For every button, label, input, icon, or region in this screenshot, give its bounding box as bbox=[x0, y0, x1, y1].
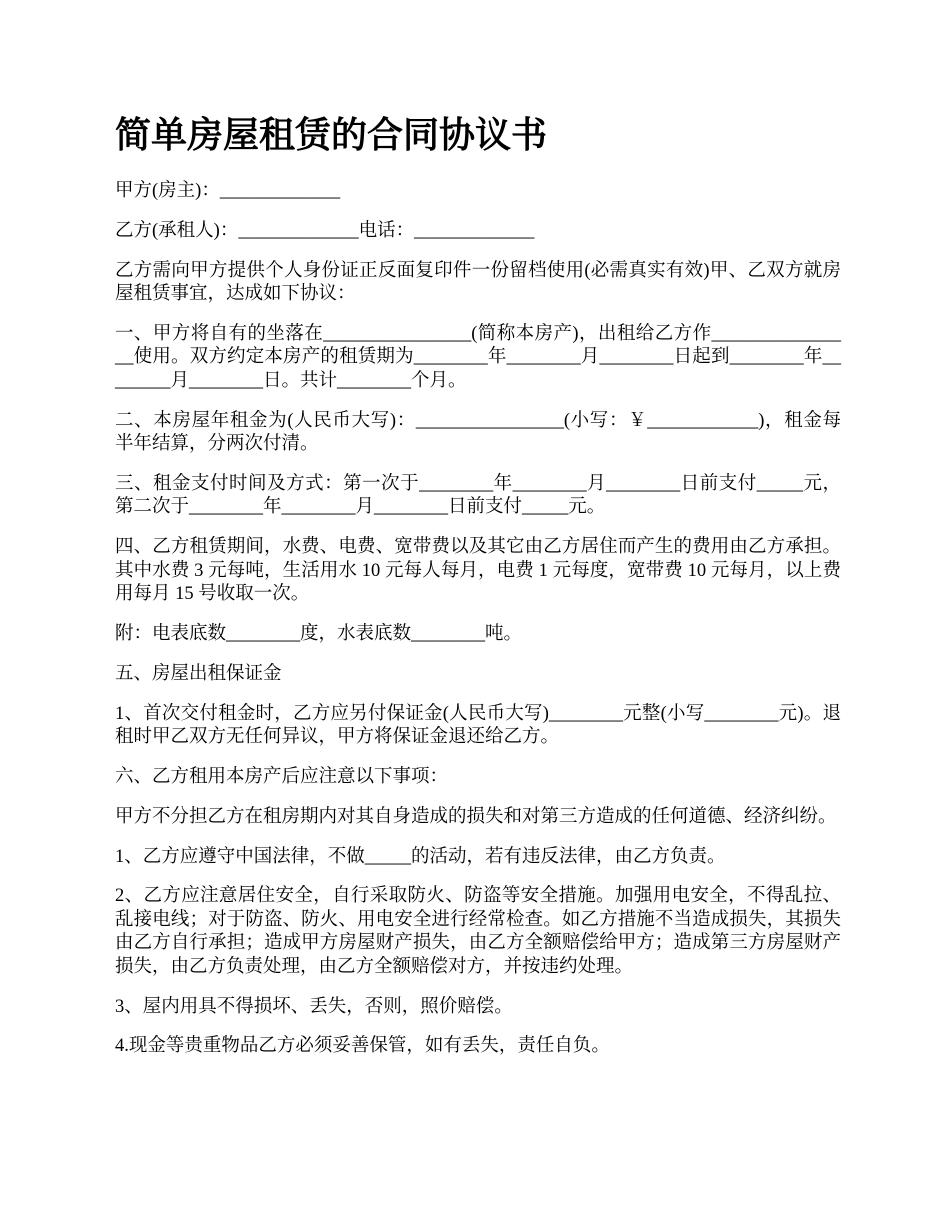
clause-6-item-1-law bbox=[115, 846, 841, 870]
party-a-line bbox=[115, 180, 841, 204]
clause-6-item-4-valuables bbox=[115, 1035, 841, 1059]
paragraph-line: 租时甲乙双方无任何异议，甲方将保证金退还给乙方。 bbox=[115, 727, 560, 748]
clause-4-utilities bbox=[115, 536, 841, 607]
paragraph-line: 由乙方自行承担；造成甲方房屋财产损失，由乙方全额赔偿给甲方；造成第三方房屋财产 bbox=[115, 933, 841, 954]
paragraph-line: 甲方(房主)：_____________ bbox=[115, 181, 341, 201]
paragraph-line: 1、首次交付租金时，乙方应另付保证金(人民币大写)________元整(小写________元)。退 bbox=[115, 703, 841, 724]
paragraph-line: 屋租赁事宜，达成如下协议： bbox=[115, 284, 356, 305]
paragraph-line: 二、本房屋年租金为(人民币大写)：________________(小写：￥____________)，租金每 bbox=[115, 410, 841, 431]
clause-6-item-3-furnishings bbox=[115, 996, 841, 1020]
paragraph-line: 第二次于________年________月________日前支付_____元。 bbox=[115, 497, 606, 518]
paragraph-line: 一、甲方将自有的坐落在________________(简称本房产)，出租给乙方作______________ bbox=[115, 323, 841, 344]
paragraph-line: 4.现金等贵重物品乙方必须妥善保管，如有丢失，责任自负。 bbox=[115, 1036, 610, 1057]
paragraph-line: 五、房屋出租保证金 bbox=[115, 663, 282, 684]
clause-5-item-1-deposit bbox=[115, 703, 841, 750]
paragraph-line: 三、租金支付时间及方式：第一次于________年________月________日前支付_____元， bbox=[115, 473, 841, 494]
clause-3-payment-schedule bbox=[115, 473, 841, 520]
paragraph-line: 乙方需向甲方提供个人身份证正反面复印件一份留档使用(必需真实有效)甲、乙双方就房 bbox=[115, 260, 841, 281]
paragraph-line: 损失，由乙方负责处理，由乙方全额赔偿对方，并按违约处理。 bbox=[115, 956, 634, 977]
document-title: 简单房屋租赁的合同协议书 bbox=[115, 115, 548, 155]
clause-6-item-2-safety bbox=[115, 885, 841, 979]
party-b-line bbox=[115, 220, 841, 244]
document-page bbox=[115, 112, 841, 1075]
clause-6-disclaimer bbox=[115, 806, 841, 830]
paragraph-line: ______月________日。共计________个月。 bbox=[115, 370, 467, 391]
clause-2-annual-rent bbox=[115, 410, 841, 457]
paragraph-line: 乙方(承租人)：_____________电话：_____________ bbox=[115, 220, 535, 241]
paragraph-line: 六、乙方租用本房产后应注意以下事项： bbox=[115, 766, 449, 787]
paragraph-line: 乱接电线；对于防盗、防火、用电安全进行经常检查。如乙方措施不当造成损失，其损失 bbox=[115, 909, 841, 930]
paragraph-line: 半年结算，分两次付清。 bbox=[115, 434, 319, 455]
appendix-meter-readings bbox=[115, 623, 841, 647]
paragraph-line: 其中水费 3 元每吨，生活用水 10 元每人每月，电费 1 元每度，宽带费 10 元每月，以上费 bbox=[115, 560, 841, 581]
paragraph-line: 附：电表底数________度，水表底数________吨。 bbox=[115, 624, 523, 645]
clause-6-heading bbox=[115, 766, 841, 790]
paragraph-line: 用每月 15 号收取一次。 bbox=[115, 584, 310, 605]
paragraph-line: 2、乙方应注意居住安全，自行采取防火、防盗等安全措施。加强用电安全，不得乱拉、 bbox=[115, 886, 841, 907]
paragraph-line: 1、乙方应遵守中国法律，不做_____的活动，若有违反法律，由乙方负责。 bbox=[115, 846, 726, 867]
paragraph-line: 甲方不分担乙方在租房期内对其自身造成的损失和对第三方造成的任何道德、经济纠纷。 bbox=[115, 806, 837, 827]
paragraph-line: 四、乙方租赁期间，水费、电费、宽带费以及其它由乙方居住而产生的费用由乙方承担。 bbox=[115, 537, 841, 558]
clause-1-lease-term bbox=[115, 323, 841, 394]
intro-paragraph bbox=[115, 260, 841, 307]
clause-5-heading bbox=[115, 663, 841, 687]
paragraph-line: 3、屋内用具不得损坏、丢失，否则，照价赔偿。 bbox=[115, 996, 513, 1017]
paragraph-line: __使用。双方约定本房产的租赁期为________年________月________日起到________年__ bbox=[115, 347, 841, 368]
